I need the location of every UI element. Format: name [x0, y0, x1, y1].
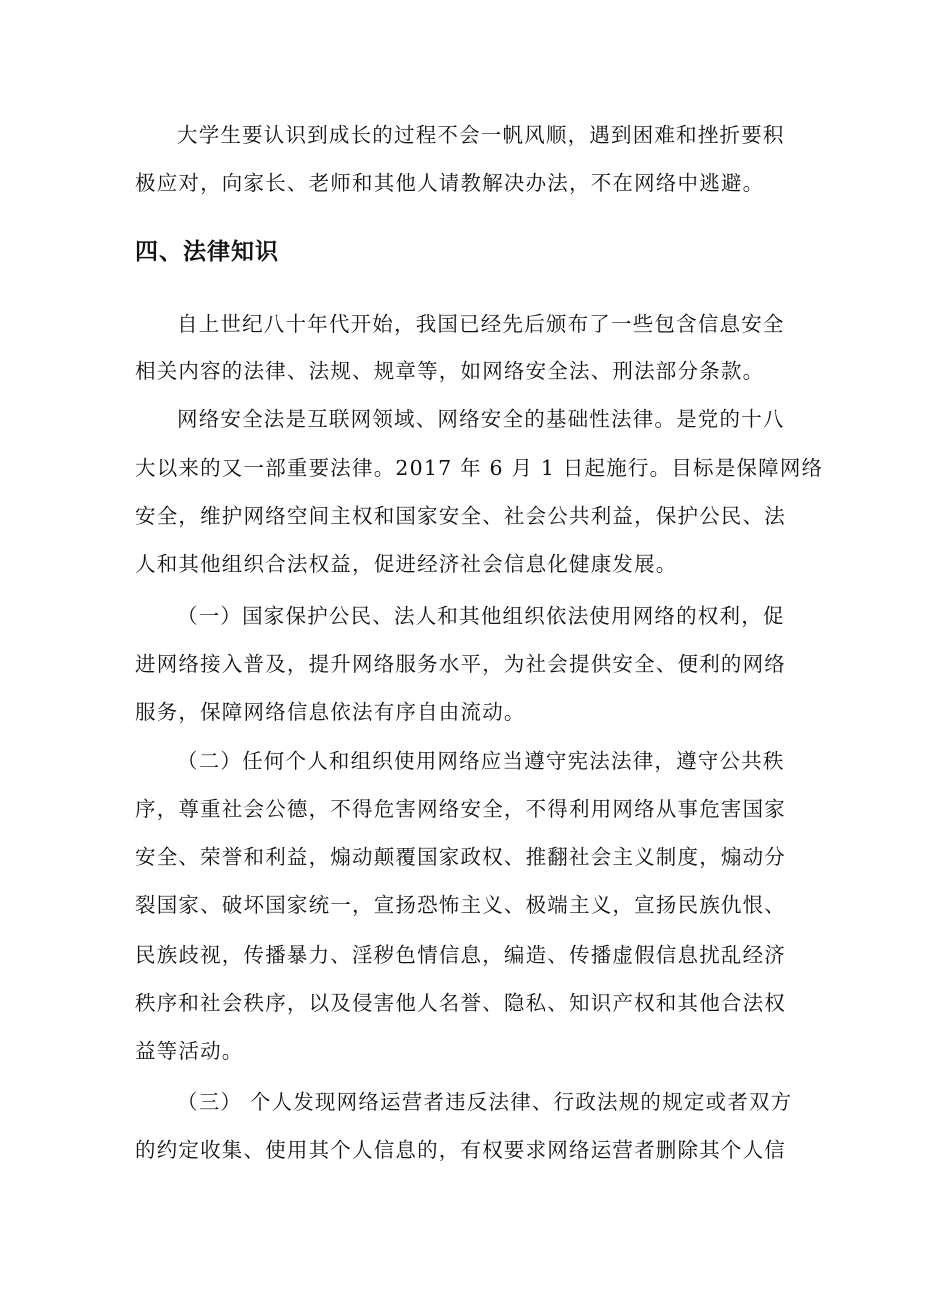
paragraph-line: （三） 个人发现网络运营者违反法律、行政法规的规定或者双方	[177, 1090, 793, 1114]
paragraph-line: 相关内容的法律、法规、规章等，如网络安全法、刑法部分条款。	[135, 359, 765, 383]
paragraph-line: （二）任何个人和组织使用网络应当遵守宪法法律，遵守公共秩	[177, 749, 785, 773]
paragraph-line: 极应对，向家长、老师和其他人请教解决办法，不在网络中逃避。	[135, 171, 765, 195]
paragraph-line: 秩序和社会秩序，以及侵害他人名誉、隐私、知识产权和其他合法权	[135, 991, 786, 1015]
paragraph-line: 进网络接入普及，提升网络服务水平，为社会提供安全、便利的网络	[135, 652, 786, 676]
paragraph-line: 裂国家、破坏国家统一，宣扬恐怖主义、极端主义，宣扬民族仇恨、	[135, 893, 786, 917]
paragraph-line: 安全、荣誉和利益，煽动颠覆国家政权、推翻社会主义制度，煽动分	[135, 845, 786, 869]
paragraph-line: （一）国家保护公民、法人和其他组织依法使用网络的权利，促	[177, 604, 785, 628]
paragraph-line: 益等活动。	[135, 1039, 244, 1063]
paragraph-line: 网络安全法是互联网领域、网络安全的基础性法律。是党的十八	[177, 407, 785, 431]
paragraph-line: 大学生要认识到成长的过程不会一帆风顺，遇到困难和挫折要积	[177, 123, 785, 147]
paragraph-line: 服务，保障网络信息依法有序自由流动。	[135, 700, 526, 724]
paragraph-line: 民族歧视，传播暴力、淫秽色情信息，编造、传播虚假信息扰乱经济	[135, 943, 786, 967]
section-heading: 四、法律知识	[135, 239, 279, 265]
paragraph-line: 大以来的又一部重要法律。2017 年 6 月 1 日起施行。目标是保障网络	[135, 456, 824, 480]
paragraph-line: 的约定收集、使用其个人信息的，有权要求网络运营者删除其个人信	[135, 1138, 786, 1162]
paragraph-line: 人和其他组织合法权益，促进经济社会信息化健康发展。	[135, 552, 678, 576]
paragraph-line: 自上世纪八十年代开始，我国已经先后颁布了一些包含信息安全	[177, 312, 785, 336]
paragraph-line: 安全，维护网络空间主权和国家安全、社会公共利益，保护公民、法	[135, 504, 786, 528]
paragraph-line: 序，尊重社会公德，不得危害网络安全，不得利用网络从事危害国家	[135, 797, 786, 821]
